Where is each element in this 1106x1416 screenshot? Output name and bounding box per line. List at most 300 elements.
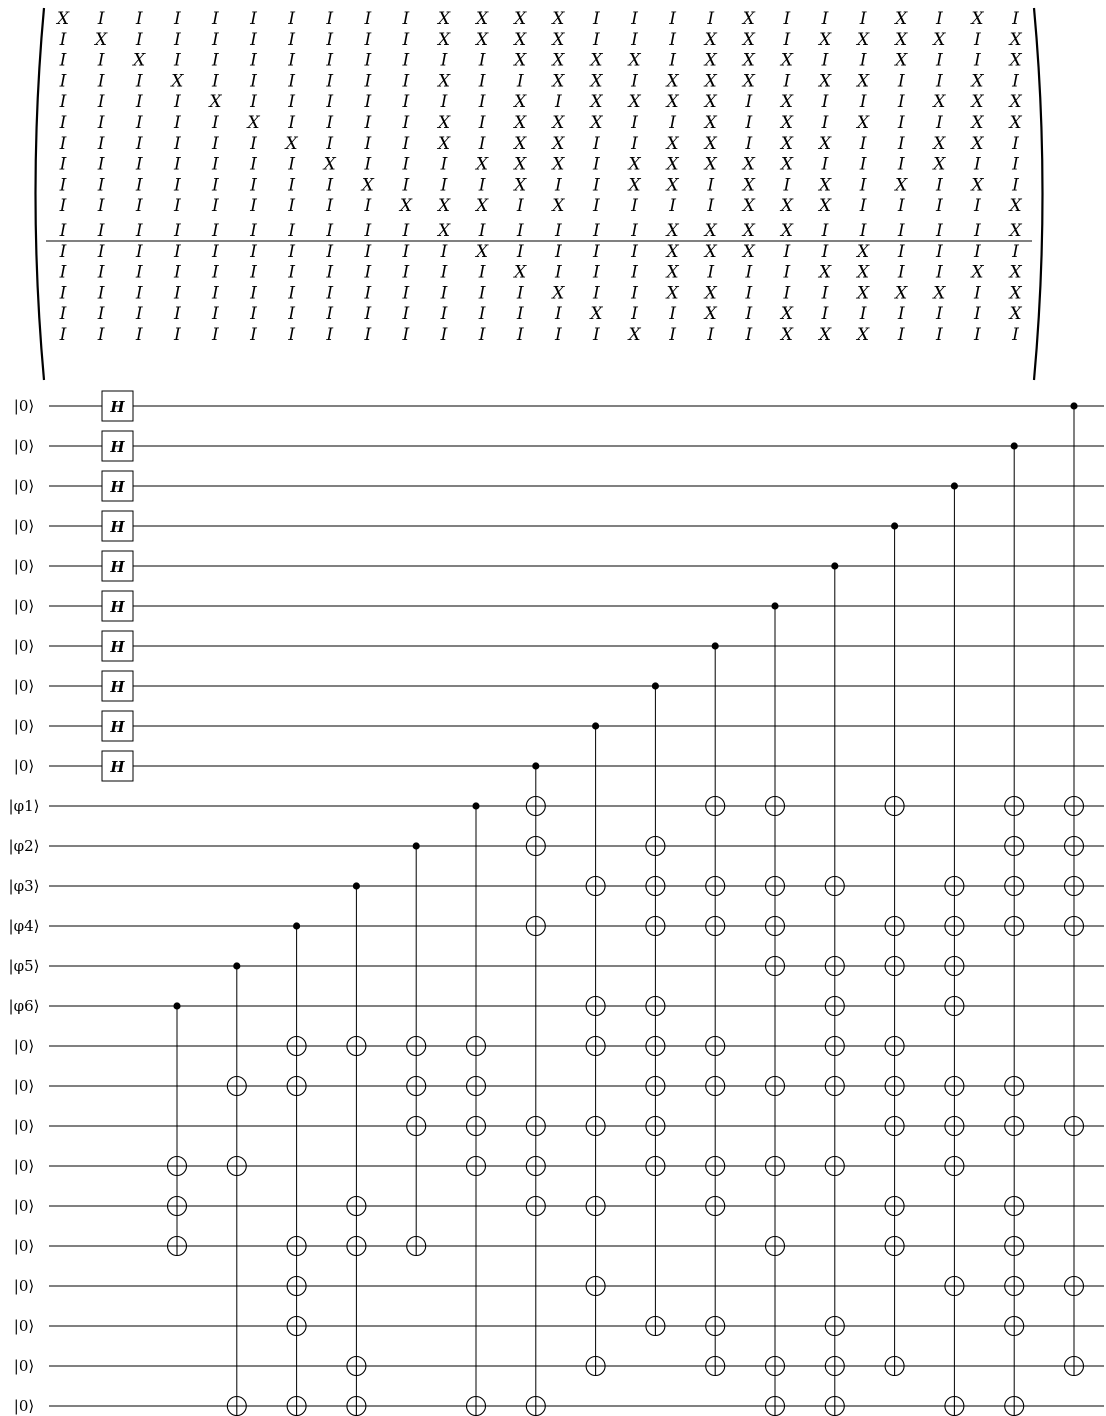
- cnot-target: [646, 877, 665, 896]
- matrix-cell: I: [593, 262, 600, 283]
- hadamard-gate: [102, 751, 133, 781]
- cnot-column: [526, 762, 545, 1415]
- matrix-cell: X: [628, 325, 641, 345]
- matrix-cell: I: [859, 304, 867, 325]
- matrix-cell: X: [552, 29, 565, 50]
- cnot-target: [586, 1117, 605, 1136]
- cnot-target: [287, 1277, 306, 1296]
- matrix-cell: I: [821, 221, 829, 241]
- cnot-target: [1005, 1077, 1024, 1096]
- matrix-cell: X: [590, 50, 603, 71]
- cnot-target: [646, 1317, 665, 1336]
- matrix-cell: I: [135, 283, 143, 304]
- matrix-cell: I: [212, 154, 219, 175]
- matrix-cell: I: [974, 154, 981, 175]
- matrix-cell: I: [173, 154, 181, 175]
- matrix-row: [59, 113, 1023, 133]
- matrix-cell: X: [1009, 262, 1022, 283]
- control-dot: [233, 962, 240, 969]
- matrix-cell: I: [59, 71, 67, 92]
- cnot-target: [706, 1317, 725, 1336]
- cnot-target: [646, 1037, 665, 1056]
- matrix-cell: I: [593, 241, 600, 262]
- matrix-cell: I: [212, 221, 219, 241]
- matrix-cell: I: [935, 113, 943, 133]
- control-dot: [413, 842, 420, 849]
- matrix-cell: I: [288, 113, 295, 133]
- matrix-cell: I: [288, 29, 295, 50]
- matrix-cell: I: [974, 221, 981, 241]
- cnot-target: [885, 1357, 904, 1376]
- matrix-cell: I: [821, 50, 829, 71]
- matrix-cell: I: [250, 92, 257, 113]
- matrix-cell: I: [135, 325, 143, 345]
- matrix-cell: I: [135, 241, 143, 262]
- matrix-cell: I: [440, 325, 448, 345]
- matrix-cell: I: [288, 283, 295, 304]
- matrix-cell: I: [1012, 241, 1019, 262]
- matrix-cell: I: [745, 304, 753, 325]
- cnot-target: [885, 957, 904, 976]
- cnot-target: [646, 917, 665, 936]
- matrix-cell: X: [780, 133, 793, 154]
- cnot-target: [766, 1237, 785, 1256]
- matrix-cell: I: [288, 50, 295, 71]
- cnot-column: [168, 1002, 187, 1255]
- matrix-cell: I: [631, 283, 638, 304]
- cnot-target: [646, 1117, 665, 1136]
- matrix-cell: I: [974, 196, 981, 217]
- matrix-cell: I: [59, 283, 67, 304]
- cnot-target: [407, 1117, 426, 1136]
- matrix-cell: I: [59, 196, 67, 217]
- matrix-cell: X: [514, 50, 527, 71]
- matrix-cell: I: [288, 241, 295, 262]
- matrix-cell: I: [631, 304, 638, 325]
- matrix-cell: I: [974, 325, 981, 345]
- matrix-cell: X: [552, 50, 565, 71]
- control-dot: [771, 602, 778, 609]
- matrix-cell: X: [818, 196, 832, 217]
- matrix-cell: I: [554, 221, 562, 241]
- matrix-cell: I: [859, 175, 867, 196]
- matrix-cell: I: [745, 133, 753, 154]
- matrix-cell: X: [742, 241, 755, 262]
- matrix-row: [59, 51, 1023, 71]
- matrix-cell: I: [173, 262, 181, 283]
- matrix-cell: X: [171, 71, 184, 92]
- wire-label: |0⟩: [13, 1397, 35, 1415]
- cnot-target: [526, 837, 545, 856]
- matrix-cell: I: [478, 50, 486, 71]
- cnot-target: [706, 1157, 725, 1176]
- cnot-target: [706, 797, 725, 816]
- matrix-cell: I: [669, 50, 676, 71]
- matrix-cell: X: [628, 175, 641, 196]
- matrix-cell: X: [818, 71, 832, 92]
- control-dot: [353, 882, 360, 889]
- wire-label: |0⟩: [13, 477, 35, 495]
- matrix-cell: X: [742, 29, 755, 50]
- matrix-cell: X: [476, 9, 489, 29]
- wire-label: |0⟩: [13, 1197, 35, 1215]
- matrix-cell: I: [135, 221, 143, 241]
- matrix-cell: X: [285, 133, 298, 154]
- matrix-cell: X: [780, 92, 793, 113]
- cnot-target: [1065, 1357, 1084, 1376]
- cnot-target: [1065, 837, 1084, 856]
- matrix-cell: I: [402, 175, 410, 196]
- matrix-cell: I: [935, 175, 943, 196]
- matrix-cell: I: [250, 29, 257, 50]
- matrix-cell: I: [173, 325, 181, 345]
- matrix-cell: I: [135, 262, 143, 283]
- matrix-cell: I: [593, 175, 600, 196]
- matrix-row: [59, 30, 1023, 50]
- matrix-cell: X: [1009, 113, 1022, 133]
- matrix-cell: X: [971, 133, 984, 154]
- matrix-cell: I: [783, 283, 791, 304]
- matrix-cell: I: [821, 283, 829, 304]
- matrix-cell: I: [554, 175, 562, 196]
- matrix-cell: I: [974, 304, 981, 325]
- matrix-cell: I: [897, 325, 905, 345]
- matrix-cell: I: [974, 283, 981, 304]
- cnot-column: [706, 642, 725, 1375]
- matrix-cell: X: [514, 133, 527, 154]
- cnot-target: [168, 1197, 187, 1216]
- cnot-target: [706, 1357, 725, 1376]
- matrix-cell: X: [895, 283, 908, 304]
- matrix-cell: I: [212, 262, 219, 283]
- matrix-cell: I: [631, 9, 638, 29]
- matrix-cell: X: [933, 283, 946, 304]
- cnot-column: [885, 522, 904, 1375]
- matrix-cell: X: [818, 262, 832, 283]
- matrix-row: [59, 134, 1020, 154]
- matrix-cell: I: [593, 221, 600, 241]
- matrix-cell: X: [1009, 283, 1022, 304]
- matrix-cell: X: [780, 221, 793, 241]
- matrix-cell: X: [818, 175, 832, 196]
- matrix-cell: I: [288, 325, 295, 345]
- matrix-cell: X: [666, 175, 679, 196]
- matrix-cell: X: [857, 283, 870, 304]
- matrix-row: [59, 71, 1020, 91]
- matrix-cell: X: [857, 29, 870, 50]
- matrix-cell: I: [97, 71, 105, 92]
- matrix-cell: I: [135, 133, 143, 154]
- cnot-target: [1005, 917, 1024, 936]
- matrix-row: [59, 196, 1023, 216]
- matrix-cell: I: [707, 262, 715, 283]
- control-dot: [891, 522, 898, 529]
- matrix-cell: X: [704, 133, 717, 154]
- control-dot: [1011, 442, 1018, 449]
- matrix-cell: I: [212, 71, 219, 92]
- matrix-cell: I: [135, 92, 143, 113]
- matrix-cell: X: [1009, 221, 1022, 241]
- matrix-cell: X: [818, 325, 832, 345]
- matrix-cell: I: [516, 325, 524, 345]
- matrix-cell: I: [821, 154, 829, 175]
- matrix-cell: X: [590, 113, 603, 133]
- matrix-cell: I: [859, 221, 867, 241]
- matrix-cell: I: [97, 262, 105, 283]
- matrix-cell: X: [437, 71, 451, 92]
- matrix-cell: I: [97, 9, 105, 29]
- cnot-column: [287, 922, 306, 1415]
- cnot-target: [766, 1077, 785, 1096]
- matrix-cell: I: [173, 175, 181, 196]
- hadamard-gate: [102, 391, 133, 421]
- matrix-cell: I: [897, 241, 905, 262]
- matrix-cell: I: [516, 71, 524, 92]
- cnot-column: [766, 602, 785, 1415]
- cnot-target: [467, 1397, 486, 1416]
- matrix-cell: X: [780, 154, 793, 175]
- matrix-cell: X: [1009, 196, 1022, 217]
- matrix-cell: I: [212, 196, 219, 217]
- matrix-cell: I: [897, 221, 905, 241]
- cnot-target: [287, 1077, 306, 1096]
- matrix-cell: I: [212, 133, 219, 154]
- matrix-cell: I: [135, 9, 143, 29]
- matrix-cell: I: [173, 221, 181, 241]
- matrix-cell: I: [402, 221, 410, 241]
- cnot-target: [825, 957, 844, 976]
- matrix-cell: I: [821, 9, 829, 29]
- matrix-cell: I: [250, 304, 257, 325]
- cnot-target: [526, 1117, 545, 1136]
- matrix-cell: I: [135, 113, 143, 133]
- cnot-target: [646, 837, 665, 856]
- matrix-cell: I: [59, 50, 67, 71]
- cnot-column: [1065, 402, 1084, 1375]
- matrix-cell: I: [97, 113, 105, 133]
- pauli-matrix: [36, 8, 1043, 380]
- hadamard-label: H: [110, 438, 125, 456]
- matrix-cell: I: [250, 241, 257, 262]
- matrix-cell: I: [97, 196, 105, 217]
- matrix-cell: I: [97, 175, 105, 196]
- matrix-cell: I: [783, 175, 791, 196]
- wire-label: |0⟩: [13, 557, 35, 575]
- matrix-cell: I: [478, 325, 486, 345]
- hadamard-gate: [102, 631, 133, 661]
- matrix-cell: I: [593, 133, 600, 154]
- matrix-cell: I: [478, 262, 486, 283]
- matrix-cell: I: [1012, 175, 1019, 196]
- matrix-cell: I: [364, 71, 372, 92]
- cnot-target: [1065, 917, 1084, 936]
- cnot-target: [347, 1397, 366, 1416]
- matrix-cell: X: [971, 262, 984, 283]
- matrix-cell: X: [437, 113, 451, 133]
- matrix-row: [59, 92, 1023, 112]
- matrix-cell: I: [935, 241, 943, 262]
- matrix-cell: I: [516, 241, 524, 262]
- matrix-cell: I: [59, 175, 67, 196]
- matrix-cell: I: [402, 241, 410, 262]
- matrix-cell: X: [552, 133, 565, 154]
- matrix-cell: X: [971, 71, 984, 92]
- matrix-cell: I: [974, 241, 981, 262]
- matrix-cell: I: [554, 92, 562, 113]
- cnot-target: [885, 1077, 904, 1096]
- matrix-cell: X: [704, 113, 717, 133]
- matrix-cell: I: [745, 283, 753, 304]
- matrix-cell: I: [783, 71, 791, 92]
- matrix-cell: I: [326, 283, 334, 304]
- matrix-cell: I: [288, 71, 295, 92]
- cnot-target: [945, 917, 964, 936]
- matrix-cell: I: [173, 9, 181, 29]
- matrix-cell: I: [288, 196, 295, 217]
- hadamard-label: H: [110, 718, 125, 736]
- cnot-target: [706, 1077, 725, 1096]
- matrix-cell: I: [402, 283, 410, 304]
- hadamard-label: H: [110, 518, 125, 536]
- matrix-cell: I: [402, 92, 410, 113]
- cnot-target: [227, 1077, 246, 1096]
- matrix-cell: X: [895, 29, 908, 50]
- matrix-cell: X: [1009, 304, 1022, 325]
- cnot-target: [526, 797, 545, 816]
- cnot-target: [347, 1197, 366, 1216]
- matrix-cell: I: [173, 241, 181, 262]
- cnot-target: [287, 1397, 306, 1416]
- matrix-cell: I: [859, 196, 867, 217]
- matrix-cell: X: [933, 29, 946, 50]
- hadamard-label: H: [110, 638, 125, 656]
- cnot-target: [526, 1157, 545, 1176]
- matrix-cell: I: [364, 113, 372, 133]
- matrix-cell: X: [704, 154, 717, 175]
- cnot-target: [646, 997, 665, 1016]
- wire-label: |0⟩: [13, 597, 35, 615]
- cnot-target: [945, 1397, 964, 1416]
- matrix-cell: X: [590, 304, 603, 325]
- matrix-cell: I: [897, 304, 905, 325]
- matrix-cell: I: [593, 196, 600, 217]
- matrix-cell: I: [364, 262, 372, 283]
- control-dot: [831, 562, 838, 569]
- cnot-target: [1065, 877, 1084, 896]
- matrix-cell: X: [552, 9, 565, 29]
- matrix-cell: X: [933, 92, 946, 113]
- matrix-cell: I: [935, 196, 943, 217]
- hadamard-gate: [102, 711, 133, 741]
- matrix-cell: X: [666, 154, 679, 175]
- control-dot: [592, 722, 599, 729]
- matrix-cell: I: [821, 304, 829, 325]
- cnot-target: [1065, 1277, 1084, 1296]
- matrix-cell: I: [326, 50, 334, 71]
- matrix-cell: I: [364, 241, 372, 262]
- matrix-cell: I: [402, 262, 410, 283]
- matrix-cell: I: [707, 175, 715, 196]
- cnot-target: [287, 1037, 306, 1056]
- matrix-cell: X: [323, 154, 336, 175]
- matrix-cell: I: [326, 325, 334, 345]
- matrix-row: [59, 325, 1020, 345]
- matrix-cell: X: [552, 71, 565, 92]
- wire-label: |0⟩: [13, 677, 35, 695]
- matrix-cell: I: [821, 92, 829, 113]
- matrix-cell: I: [59, 241, 67, 262]
- matrix-cell: X: [628, 92, 641, 113]
- cnot-target: [586, 1197, 605, 1216]
- cnot-target: [825, 1157, 844, 1176]
- matrix-cell: X: [666, 241, 679, 262]
- matrix-cell: I: [326, 133, 334, 154]
- matrix-cell: X: [666, 133, 679, 154]
- matrix-cell: I: [97, 221, 105, 241]
- matrix-cell: I: [593, 325, 600, 345]
- cnot-column: [945, 482, 964, 1415]
- matrix-cell: X: [437, 9, 451, 29]
- matrix-cell: X: [666, 221, 679, 241]
- matrix-cell: X: [590, 92, 603, 113]
- cnot-target: [885, 1037, 904, 1056]
- matrix-cell: I: [402, 29, 410, 50]
- wire-label: |0⟩: [13, 717, 35, 735]
- matrix-cell: I: [250, 71, 257, 92]
- cnot-target: [586, 997, 605, 1016]
- matrix-cell: I: [821, 241, 829, 262]
- matrix-cell: X: [666, 71, 679, 92]
- cnot-target: [945, 877, 964, 896]
- cnot-target: [825, 1317, 844, 1336]
- matrix-cell: I: [631, 221, 638, 241]
- matrix-cell: I: [59, 133, 67, 154]
- matrix-cell: I: [516, 304, 524, 325]
- matrix-cell: I: [974, 29, 981, 50]
- control-dot: [712, 642, 719, 649]
- cnot-target: [168, 1157, 187, 1176]
- matrix-cell: I: [593, 154, 600, 175]
- matrix-cell: I: [135, 196, 143, 217]
- matrix-cell: I: [135, 71, 143, 92]
- cnot-target: [347, 1237, 366, 1256]
- hadamard-gate: [102, 591, 133, 621]
- matrix-cell: X: [857, 113, 870, 133]
- cnot-target: [825, 1077, 844, 1096]
- matrix-cell: I: [212, 241, 219, 262]
- matrix-cell: X: [704, 304, 717, 325]
- matrix-cell: X: [437, 196, 451, 217]
- matrix-cell: X: [704, 283, 717, 304]
- matrix-cell: I: [897, 71, 905, 92]
- right-paren: [1034, 8, 1043, 380]
- matrix-cell: I: [212, 283, 219, 304]
- cnot-target: [706, 917, 725, 936]
- matrix-cell: I: [326, 92, 334, 113]
- matrix-cell: I: [631, 241, 638, 262]
- matrix-cell: I: [554, 325, 562, 345]
- cnot-target: [945, 997, 964, 1016]
- wire-label: |φ1⟩: [8, 797, 40, 815]
- control-dot: [472, 802, 479, 809]
- matrix-cell: I: [745, 92, 753, 113]
- matrix-cell: I: [364, 133, 372, 154]
- matrix-cell: I: [440, 304, 448, 325]
- control-dot: [652, 682, 659, 689]
- matrix-cell: I: [250, 196, 257, 217]
- cnot-target: [287, 1237, 306, 1256]
- matrix-cell: I: [440, 50, 448, 71]
